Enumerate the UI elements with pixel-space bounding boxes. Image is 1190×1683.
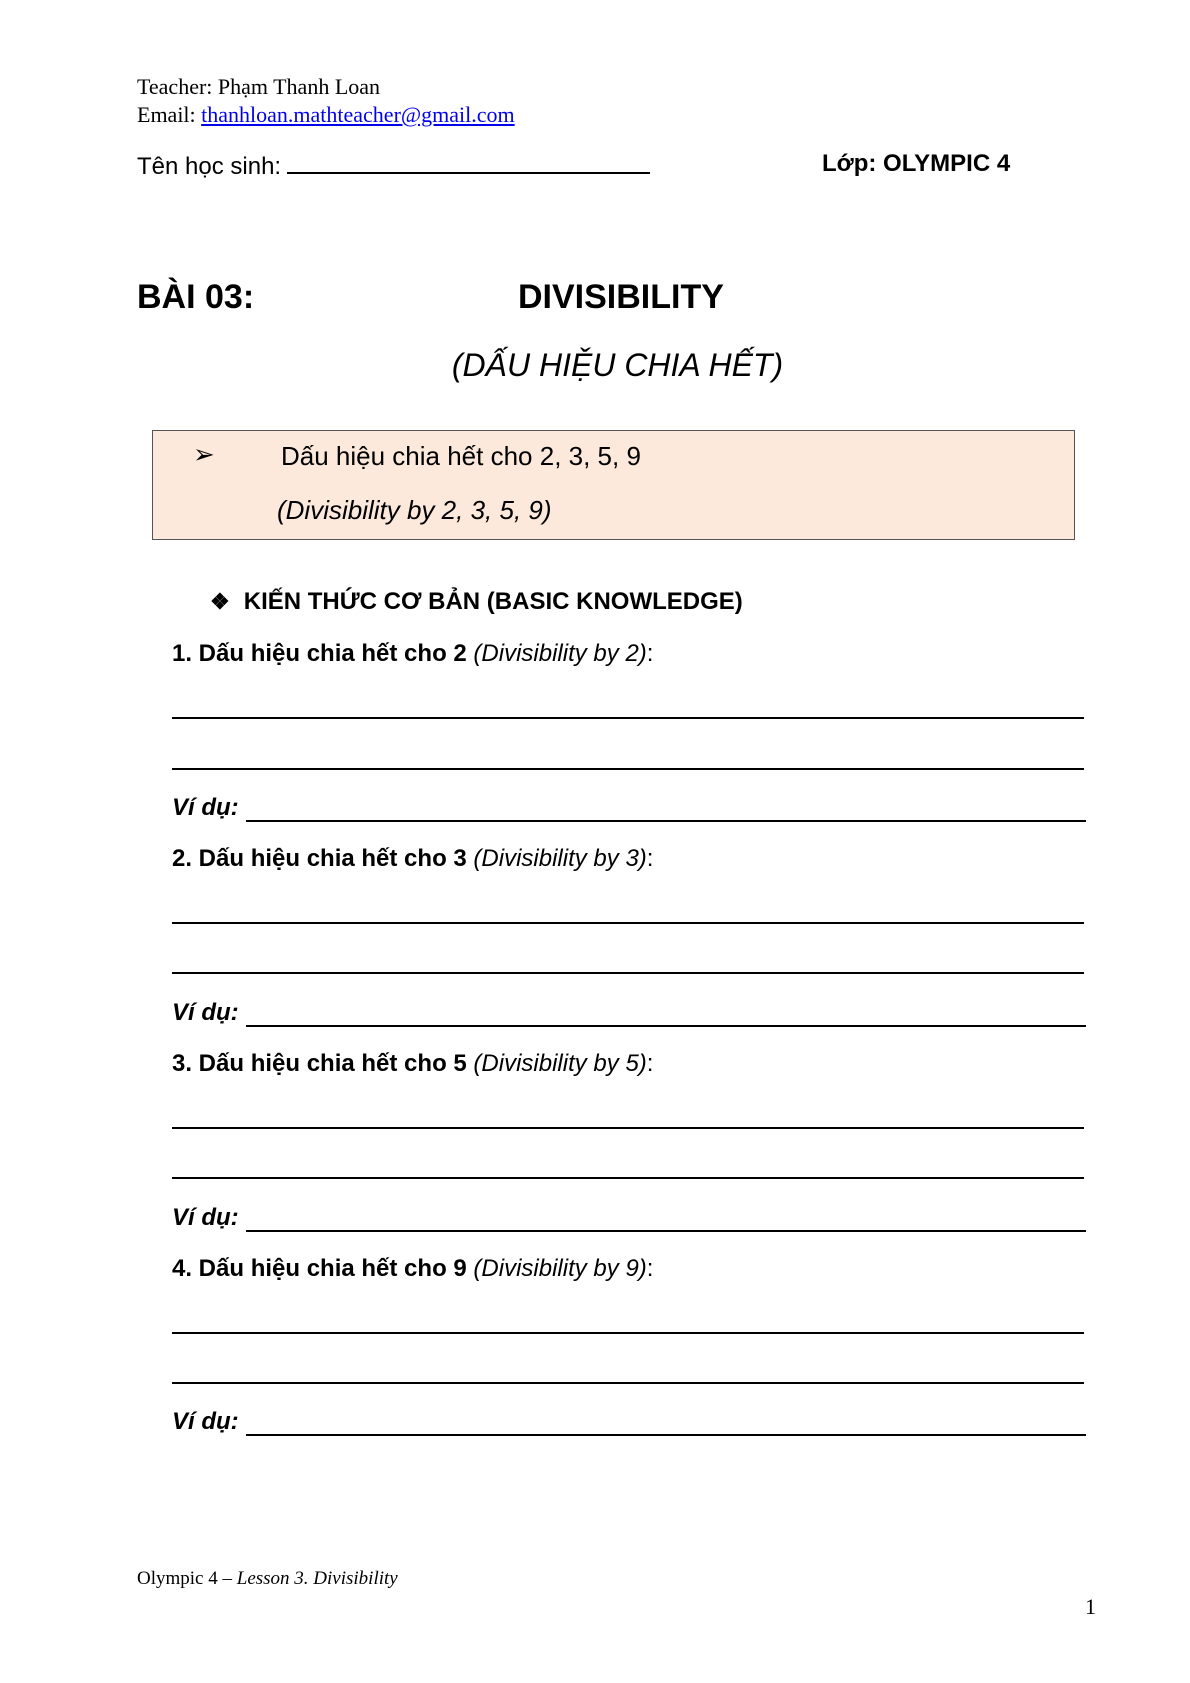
topic-english: (Divisibility by 2, 3, 5, 9) [277,495,552,525]
answer-line[interactable] [172,717,1084,719]
section-heading [210,588,743,616]
arrow-bullet-icon: ➢ [193,439,215,469]
answer-line[interactable] [172,922,1084,924]
answer-line[interactable] [172,1177,1084,1179]
rule-title: 1. Dấu hiệu chia hết cho 2 [172,640,467,667]
example-label: Ví dụ: [172,794,239,821]
rule-colon: : [646,845,654,872]
rule-heading-9 [172,1255,653,1283]
example-line[interactable] [246,1025,1086,1027]
diamond-bullet-icon: ❖ [210,589,230,614]
page-number: 1 [1085,1594,1096,1619]
example-line[interactable] [246,1230,1086,1232]
student-name-row [137,150,650,181]
class-label: Lớp: OLYMPIC 4 [822,150,1011,177]
rule-title: 4. Dấu hiệu chia hết cho 9 [172,1255,467,1282]
rule-colon: : [646,640,654,667]
rule-heading-2 [172,640,653,668]
answer-line[interactable] [172,1332,1084,1334]
student-name-blank[interactable] [287,150,650,174]
rule-english: (Divisibility by 9) [473,1255,647,1282]
answer-line[interactable] [172,1382,1084,1384]
topic-title: Dấu hiệu chia hết cho 2, 3, 5, 9 [281,441,641,471]
example-label: Ví dụ: [172,1204,239,1231]
footer-course: Olympic 4 – [137,1568,237,1589]
rule-english: (Divisibility by 5) [473,1050,647,1077]
example-line[interactable] [246,820,1086,822]
rule-title: 2. Dấu hiệu chia hết cho 3 [172,845,467,872]
email-line [137,102,515,128]
example-line[interactable] [246,1434,1086,1436]
rule-heading-5 [172,1050,653,1078]
rule-colon: : [646,1050,654,1077]
example-label: Ví dụ: [172,1408,239,1435]
rule-title: 3. Dấu hiệu chia hết cho 5 [172,1050,467,1077]
rule-english: (Divisibility by 3) [473,845,647,872]
footer-lesson: Lesson 3. Divisibility [236,1568,398,1589]
topic-box [152,430,1075,540]
rule-heading-3 [172,845,653,873]
answer-line[interactable] [172,972,1084,974]
answer-line[interactable] [172,768,1084,770]
lesson-number: BÀI 03: [137,278,255,316]
footer [137,1568,398,1590]
rule-colon: : [646,1255,654,1282]
email-link[interactable]: thanhloan.mathteacher@gmail.com [201,102,515,127]
lesson-title: DIVISIBILITY [518,278,724,316]
section-title: KIẾN THỨC CƠ BẢN (BASIC KNOWLEDGE) [243,588,743,615]
lesson-subtitle: (DẤU HIỆU CHIA HẾT) [451,347,784,383]
email-label: Email: [137,102,202,127]
student-name-label: Tên học sinh: [137,153,282,180]
example-label: Ví dụ: [172,999,239,1026]
rule-english: (Divisibility by 2) [473,640,647,667]
answer-line[interactable] [172,1127,1084,1129]
teacher-line: Teacher: Phạm Thanh Loan [137,74,381,99]
